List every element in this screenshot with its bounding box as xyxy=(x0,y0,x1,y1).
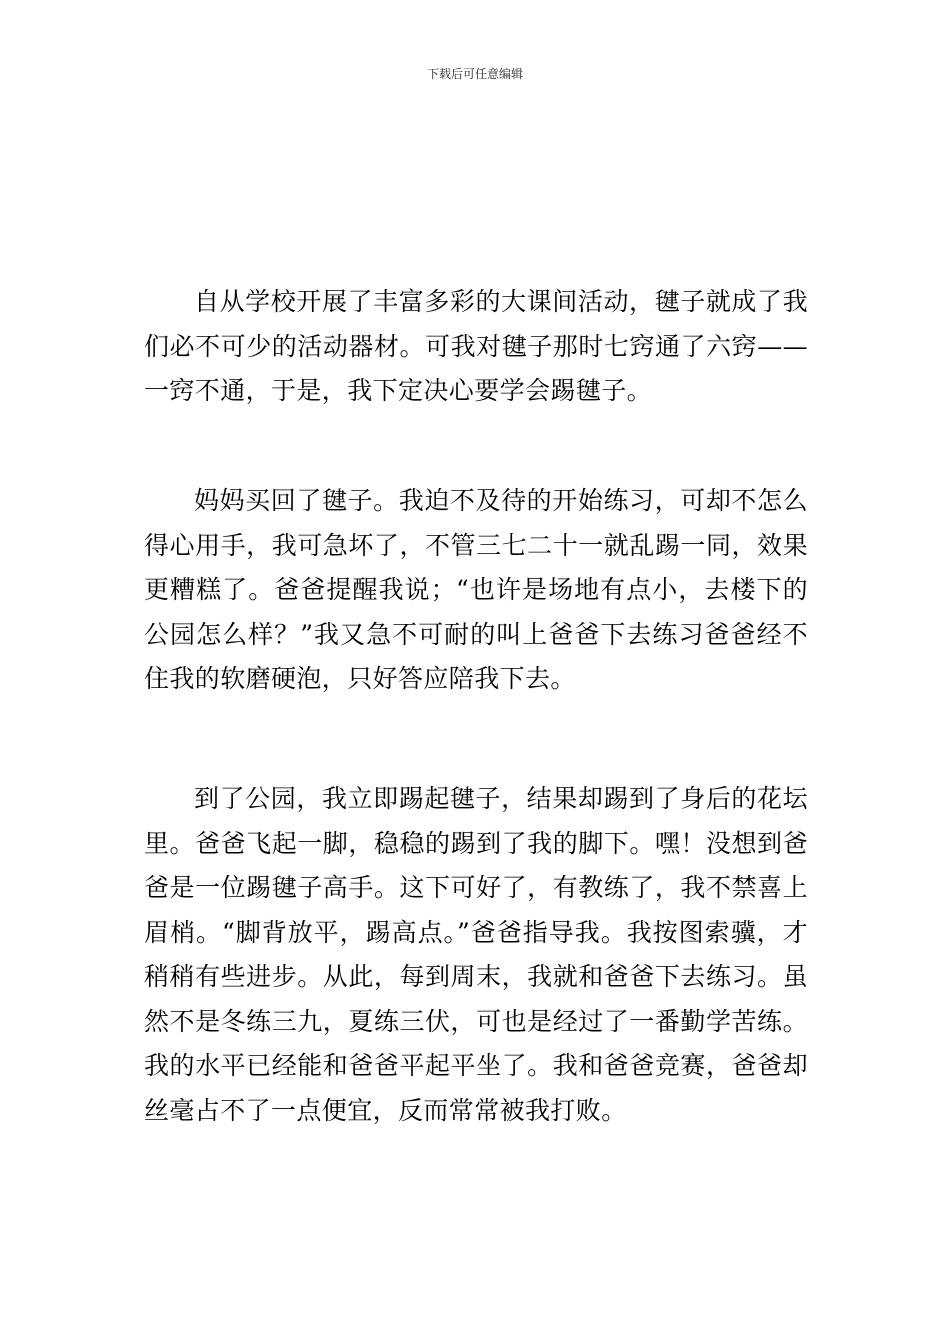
paragraph-2-container xyxy=(144,479,808,702)
paragraph-3: 到了公园，我立即踢起毽子，结果却踢到了身后的花坛里。爸爸飞起一脚，稳稳的踢到了我的脚下。嘿！没想到爸爸是一位踢毽子高手。这下可好了，有教练了，我不禁喜上眉梢。“脚背放平，踢高点。”爸爸指导我。我按图索骥，才稍稍有些进步。从此，每到周末，我就和爸爸下去练习。虽然不是冬练三九，夏练三伏，可也是经过了一番勤学苦练。我的水平已经能和爸爸平起平坐了。我和爸爸竞赛，爸爸却丝毫占不了一点便宜，反而常常被我打败。 xyxy=(144,784,808,1125)
paragraph-1: 自从学校开展了丰富多彩的大课间活动，毽子就成了我们必不可少的活动器材。可我对毽子那时七窍通了六窍——一窍不通，于是，我下定决心要学会踢毽子。 xyxy=(144,287,808,405)
page-header: 下载后可任意编辑 xyxy=(426,67,523,81)
paragraph-2: 妈妈买回了毽子。我迫不及待的开始练习，可却不怎么得心用手，我可急坏了，不管三七二十一就乱踢一同，效果更糟糕了。爸爸提醒我说；“也许是场地有点小，去楼下的公园怎么样？”我又急不可耐的叫上爸爸下去练习爸爸经不住我的软磨硬泡，只好答应陪我下去。 xyxy=(144,486,808,693)
paragraph-3-container xyxy=(144,777,808,1133)
paragraph-1-container xyxy=(144,280,808,414)
